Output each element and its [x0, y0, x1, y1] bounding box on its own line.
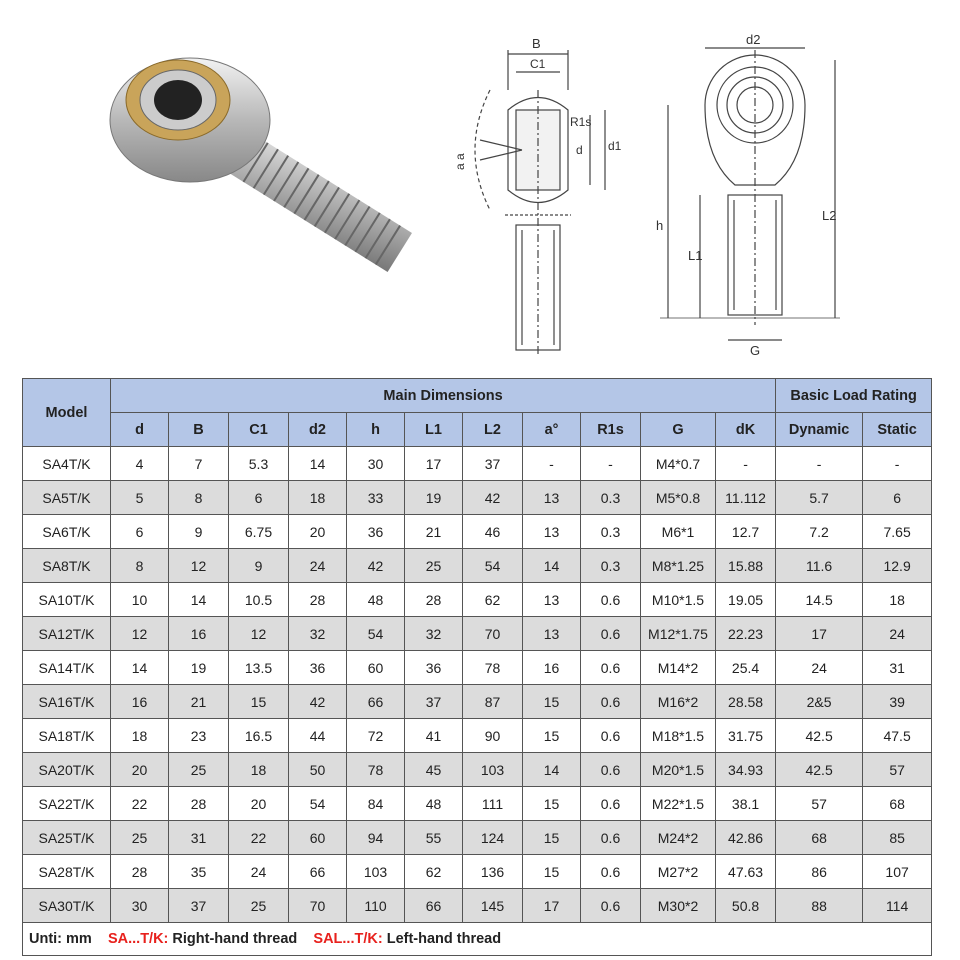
- value-cell: 32: [405, 617, 463, 651]
- value-cell: 13: [523, 617, 581, 651]
- value-cell: 15: [229, 685, 289, 719]
- right-hand-text: Right-hand thread: [172, 931, 298, 947]
- value-cell: -: [581, 447, 641, 481]
- table-row: [23, 889, 932, 923]
- value-cell: 85: [863, 821, 932, 855]
- value-cell: 34.93: [716, 753, 776, 787]
- value-cell: 25: [405, 549, 463, 583]
- value-cell: 17: [405, 447, 463, 481]
- value-cell: 0.6: [581, 787, 641, 821]
- right-hand-code: SA...T/K:: [107, 931, 169, 947]
- table-row: [23, 855, 932, 889]
- value-cell: 35: [169, 855, 229, 889]
- value-cell: 25.4: [716, 651, 776, 685]
- value-cell: 0.6: [581, 719, 641, 753]
- value-cell: 66: [405, 889, 463, 923]
- value-cell: 13: [523, 481, 581, 515]
- value-cell: 28.58: [716, 685, 776, 719]
- value-cell: 94: [347, 821, 405, 855]
- value-cell: 5: [111, 481, 169, 515]
- value-cell: 42: [347, 549, 405, 583]
- value-cell: 24: [229, 855, 289, 889]
- value-cell: 45: [405, 753, 463, 787]
- column-header: L1: [405, 413, 463, 447]
- load-rating-header: Basic Load Rating: [776, 379, 932, 413]
- value-cell: 103: [347, 855, 405, 889]
- value-cell: 12.7: [716, 515, 776, 549]
- label-L1: L1: [688, 248, 703, 263]
- model-cell: SA20T/K: [23, 753, 111, 787]
- value-cell: 62: [405, 855, 463, 889]
- value-cell: 0.6: [581, 821, 641, 855]
- value-cell: 19.05: [716, 583, 776, 617]
- value-cell: 68: [863, 787, 932, 821]
- table-row: [23, 481, 932, 515]
- value-cell: 42.5: [776, 719, 863, 753]
- value-cell: 15.88: [716, 549, 776, 583]
- value-cell: 36: [405, 651, 463, 685]
- value-cell: 25: [229, 889, 289, 923]
- value-cell: 4: [111, 447, 169, 481]
- value-cell: 87: [463, 685, 523, 719]
- column-header: B: [169, 413, 229, 447]
- value-cell: 2&5: [776, 685, 863, 719]
- value-cell: 25: [111, 821, 169, 855]
- unit-note: Unti: mm: [29, 931, 92, 947]
- value-cell: 145: [463, 889, 523, 923]
- value-cell: 13: [523, 515, 581, 549]
- value-cell: 107: [863, 855, 932, 889]
- column-header: h: [347, 413, 405, 447]
- value-cell: 31: [169, 821, 229, 855]
- value-cell: 66: [347, 685, 405, 719]
- value-cell: 28: [169, 787, 229, 821]
- value-cell: 42.86: [716, 821, 776, 855]
- table-row: [23, 719, 932, 753]
- value-cell: 14: [111, 651, 169, 685]
- value-cell: 24: [776, 651, 863, 685]
- value-cell: 32: [289, 617, 347, 651]
- table-row: [23, 549, 932, 583]
- value-cell: 22: [229, 821, 289, 855]
- value-cell: 0.6: [581, 617, 641, 651]
- value-cell: 25: [169, 753, 229, 787]
- table-footer: [23, 923, 932, 956]
- left-hand-text: Left-hand thread: [386, 931, 502, 947]
- value-cell: 0.3: [581, 515, 641, 549]
- value-cell: 54: [347, 617, 405, 651]
- model-cell: SA10T/K: [23, 583, 111, 617]
- value-cell: 15: [523, 685, 581, 719]
- value-cell: M4*0.7: [641, 447, 716, 481]
- value-cell: 6: [111, 515, 169, 549]
- value-cell: -: [776, 447, 863, 481]
- value-cell: 110: [347, 889, 405, 923]
- value-cell: 48: [405, 787, 463, 821]
- value-cell: 0.6: [581, 651, 641, 685]
- value-cell: 18: [229, 753, 289, 787]
- value-cell: 0.6: [581, 889, 641, 923]
- value-cell: 47.5: [863, 719, 932, 753]
- value-cell: 0.6: [581, 685, 641, 719]
- column-header: C1: [229, 413, 289, 447]
- value-cell: 37: [405, 685, 463, 719]
- value-cell: 15: [523, 787, 581, 821]
- value-cell: 13: [523, 583, 581, 617]
- value-cell: 15: [523, 855, 581, 889]
- column-header: Static: [863, 413, 932, 447]
- model-cell: SA16T/K: [23, 685, 111, 719]
- value-cell: 22.23: [716, 617, 776, 651]
- value-cell: 12.9: [863, 549, 932, 583]
- label-a: a a: [453, 153, 467, 170]
- value-cell: 20: [229, 787, 289, 821]
- value-cell: 54: [289, 787, 347, 821]
- label-h: h: [656, 218, 664, 233]
- value-cell: M8*1.25: [641, 549, 716, 583]
- value-cell: 24: [863, 617, 932, 651]
- column-header: R1s: [581, 413, 641, 447]
- value-cell: 90: [463, 719, 523, 753]
- value-cell: 36: [347, 515, 405, 549]
- column-header: a°: [523, 413, 581, 447]
- spec-table: [22, 378, 932, 956]
- model-cell: SA5T/K: [23, 481, 111, 515]
- value-cell: 84: [347, 787, 405, 821]
- value-cell: 13.5: [229, 651, 289, 685]
- value-cell: 22: [111, 787, 169, 821]
- value-cell: 12: [111, 617, 169, 651]
- column-header: L2: [463, 413, 523, 447]
- value-cell: M30*2: [641, 889, 716, 923]
- value-cell: 42: [463, 481, 523, 515]
- model-cell: SA28T/K: [23, 855, 111, 889]
- value-cell: M14*2: [641, 651, 716, 685]
- value-cell: 19: [169, 651, 229, 685]
- model-cell: SA22T/K: [23, 787, 111, 821]
- value-cell: 19: [405, 481, 463, 515]
- value-cell: 62: [463, 583, 523, 617]
- value-cell: 15: [523, 821, 581, 855]
- table-row: [23, 753, 932, 787]
- side-view-drawing: [450, 30, 620, 360]
- column-header: d: [111, 413, 169, 447]
- value-cell: 114: [863, 889, 932, 923]
- value-cell: 37: [169, 889, 229, 923]
- model-header: Model: [23, 379, 111, 447]
- label-B: B: [532, 36, 541, 51]
- value-cell: 6.75: [229, 515, 289, 549]
- value-cell: 48: [347, 583, 405, 617]
- value-cell: 46: [463, 515, 523, 549]
- value-cell: 0.3: [581, 481, 641, 515]
- model-cell: SA8T/K: [23, 549, 111, 583]
- model-cell: SA18T/K: [23, 719, 111, 753]
- value-cell: 10: [111, 583, 169, 617]
- label-C1: C1: [530, 57, 546, 71]
- value-cell: 14.5: [776, 583, 863, 617]
- value-cell: 17: [523, 889, 581, 923]
- table-row: [23, 447, 932, 481]
- model-cell: SA14T/K: [23, 651, 111, 685]
- value-cell: 39: [863, 685, 932, 719]
- value-cell: 18: [111, 719, 169, 753]
- value-cell: 14: [523, 549, 581, 583]
- value-cell: 16: [111, 685, 169, 719]
- value-cell: 78: [347, 753, 405, 787]
- value-cell: 44: [289, 719, 347, 753]
- value-cell: 41: [405, 719, 463, 753]
- value-cell: 28: [405, 583, 463, 617]
- label-G: G: [750, 343, 761, 358]
- value-cell: 57: [863, 753, 932, 787]
- value-cell: 136: [463, 855, 523, 889]
- value-cell: 0.6: [581, 753, 641, 787]
- label-R1s: R1s: [570, 115, 592, 129]
- value-cell: 5.7: [776, 481, 863, 515]
- model-cell: SA25T/K: [23, 821, 111, 855]
- value-cell: 20: [111, 753, 169, 787]
- value-cell: 55: [405, 821, 463, 855]
- value-cell: 72: [347, 719, 405, 753]
- value-cell: 16.5: [229, 719, 289, 753]
- value-cell: 21: [405, 515, 463, 549]
- value-cell: 18: [863, 583, 932, 617]
- value-cell: M27*2: [641, 855, 716, 889]
- left-hand-code: SAL...T/K:: [313, 931, 383, 947]
- value-cell: M22*1.5: [641, 787, 716, 821]
- value-cell: 11.6: [776, 549, 863, 583]
- value-cell: M5*0.8: [641, 481, 716, 515]
- value-cell: 30: [111, 889, 169, 923]
- value-cell: 21: [169, 685, 229, 719]
- table-row: [23, 617, 932, 651]
- value-cell: 6: [229, 481, 289, 515]
- value-cell: 14: [523, 753, 581, 787]
- value-cell: 70: [463, 617, 523, 651]
- value-cell: M24*2: [641, 821, 716, 855]
- column-header: G: [641, 413, 716, 447]
- value-cell: 28: [289, 583, 347, 617]
- value-cell: M20*1.5: [641, 753, 716, 787]
- column-header: d2: [289, 413, 347, 447]
- value-cell: 16: [523, 651, 581, 685]
- value-cell: 8: [169, 481, 229, 515]
- value-cell: 36: [289, 651, 347, 685]
- front-view-drawing: [650, 30, 850, 360]
- value-cell: 23: [169, 719, 229, 753]
- value-cell: 14: [289, 447, 347, 481]
- value-cell: 17: [776, 617, 863, 651]
- model-cell: SA30T/K: [23, 889, 111, 923]
- column-header: dK: [716, 413, 776, 447]
- value-cell: 54: [463, 549, 523, 583]
- value-cell: 78: [463, 651, 523, 685]
- value-cell: 50: [289, 753, 347, 787]
- value-cell: 0.6: [581, 855, 641, 889]
- value-cell: M10*1.5: [641, 583, 716, 617]
- value-cell: 31.75: [716, 719, 776, 753]
- value-cell: 33: [347, 481, 405, 515]
- table-row: [23, 821, 932, 855]
- model-cell: SA12T/K: [23, 617, 111, 651]
- label-d2: d2: [746, 32, 761, 47]
- value-cell: M12*1.75: [641, 617, 716, 651]
- value-cell: 12: [169, 549, 229, 583]
- value-cell: 37: [463, 447, 523, 481]
- value-cell: 6: [863, 481, 932, 515]
- value-cell: 16: [169, 617, 229, 651]
- value-cell: 0.6: [581, 583, 641, 617]
- value-cell: 9: [229, 549, 289, 583]
- main-dimensions-header: Main Dimensions: [111, 379, 776, 413]
- value-cell: 42.5: [776, 753, 863, 787]
- value-cell: 5.3: [229, 447, 289, 481]
- value-cell: -: [716, 447, 776, 481]
- value-cell: 103: [463, 753, 523, 787]
- value-cell: 111: [463, 787, 523, 821]
- value-cell: 18: [289, 481, 347, 515]
- value-cell: 68: [776, 821, 863, 855]
- value-cell: 38.1: [716, 787, 776, 821]
- value-cell: M16*2: [641, 685, 716, 719]
- value-cell: 88: [776, 889, 863, 923]
- value-cell: 11.112: [716, 481, 776, 515]
- table-row: [23, 685, 932, 719]
- table-row: [23, 651, 932, 685]
- column-header: Dynamic: [776, 413, 863, 447]
- value-cell: 86: [776, 855, 863, 889]
- value-cell: 60: [347, 651, 405, 685]
- value-cell: 20: [289, 515, 347, 549]
- value-cell: 124: [463, 821, 523, 855]
- value-cell: 42: [289, 685, 347, 719]
- label-L2: L2: [822, 208, 837, 223]
- rod-end-photo: [80, 40, 420, 280]
- table-row: [23, 515, 932, 549]
- value-cell: 9: [169, 515, 229, 549]
- value-cell: 70: [289, 889, 347, 923]
- value-cell: 47.63: [716, 855, 776, 889]
- value-cell: 60: [289, 821, 347, 855]
- model-cell: SA4T/K: [23, 447, 111, 481]
- value-cell: 8: [111, 549, 169, 583]
- value-cell: 24: [289, 549, 347, 583]
- value-cell: 12: [229, 617, 289, 651]
- value-cell: 15: [523, 719, 581, 753]
- value-cell: 7: [169, 447, 229, 481]
- value-cell: 10.5: [229, 583, 289, 617]
- value-cell: 57: [776, 787, 863, 821]
- table-row: [23, 787, 932, 821]
- value-cell: 50.8: [716, 889, 776, 923]
- value-cell: -: [863, 447, 932, 481]
- value-cell: 28: [111, 855, 169, 889]
- value-cell: 7.2: [776, 515, 863, 549]
- value-cell: M6*1: [641, 515, 716, 549]
- label-d1: d1: [608, 139, 622, 153]
- value-cell: 30: [347, 447, 405, 481]
- table-row: [23, 583, 932, 617]
- value-cell: M18*1.5: [641, 719, 716, 753]
- model-cell: SA6T/K: [23, 515, 111, 549]
- value-cell: 14: [169, 583, 229, 617]
- value-cell: 0.3: [581, 549, 641, 583]
- value-cell: 66: [289, 855, 347, 889]
- value-cell: 7.65: [863, 515, 932, 549]
- value-cell: 31: [863, 651, 932, 685]
- value-cell: -: [523, 447, 581, 481]
- label-d: d: [576, 143, 583, 157]
